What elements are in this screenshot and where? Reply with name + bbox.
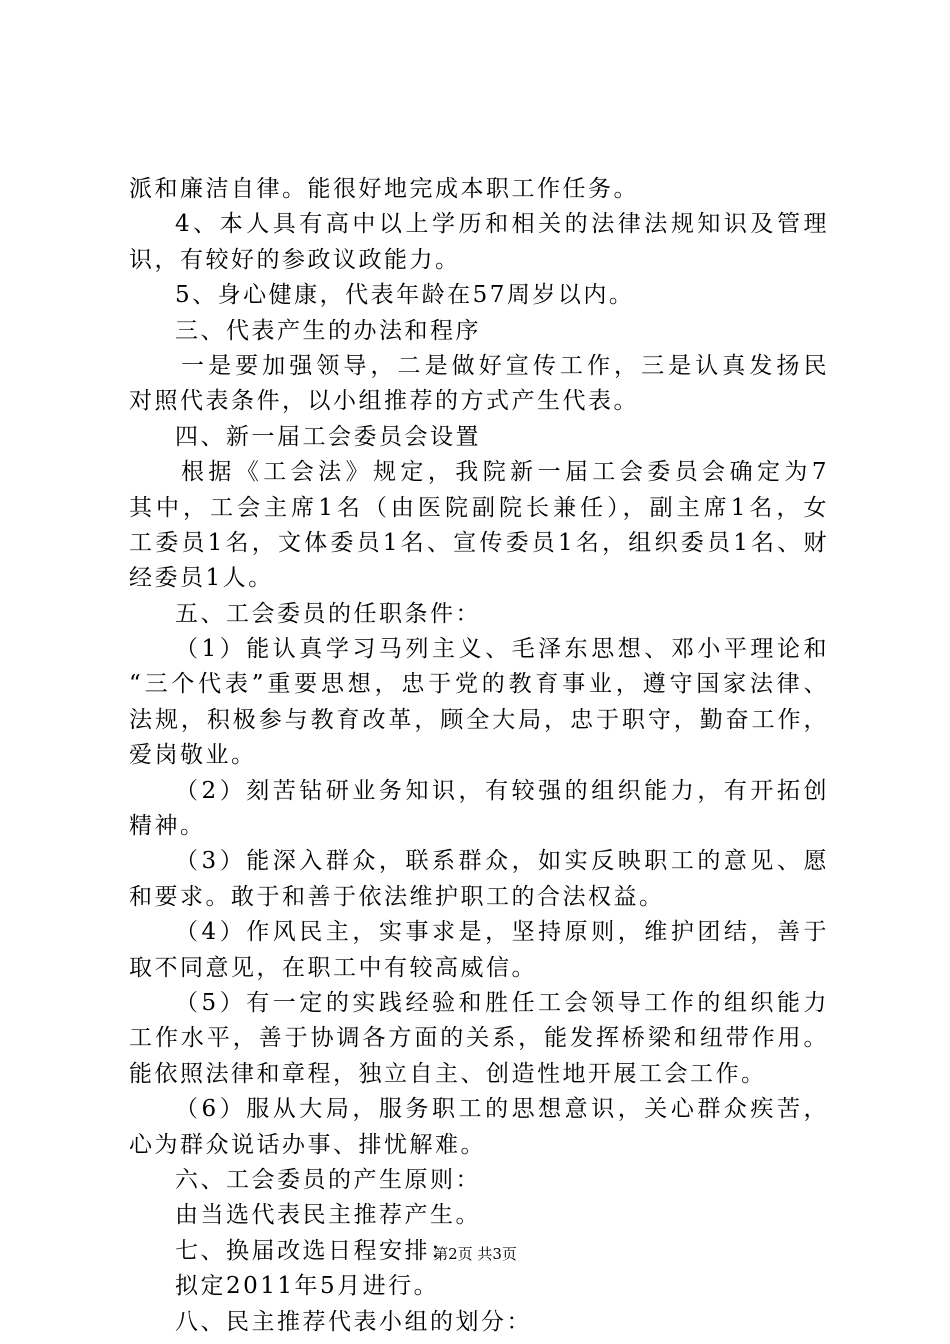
body-line: （3）能深入群众，联系群众，如实反映职工的意见、愿 — [175, 848, 829, 875]
body-line: 根据《工会法》规定，我院新一届工会委员会确定为7 — [181, 459, 829, 486]
body-line: （1）能认真学习马列主义、毛泽东思想、邓小平理论和 — [175, 636, 829, 663]
body-line: 三、代表产生的办法和程序 — [175, 317, 481, 344]
body-line: （2）刻苦钻研业务知识，有较强的组织能力，有开拓创 — [175, 777, 829, 804]
body-line: 和要求。敢于和善于依法维护职工的合法权益。 — [129, 883, 665, 910]
body-line: 取不同意见，在职工中有较高威信。 — [129, 954, 537, 981]
body-line: （4）作风民主，实事求是，坚持原则，维护团结，善于 — [175, 919, 829, 946]
body-line: 心为群众说话办事、排忧解难。 — [129, 1131, 486, 1158]
body-line: 工作水平，善于协调各方面的关系，能发挥桥梁和纽带作用。 — [129, 1025, 829, 1052]
body-line: 4、本人具有高中以上学历和相关的法律法规知识及管理 — [175, 211, 829, 238]
body-line: 派和廉洁自律。能很好地完成本职工作任务。 — [129, 176, 639, 202]
body-line: 经委员1人。 — [129, 565, 274, 592]
body-line: 七、换届改选日程安排： — [175, 1237, 456, 1264]
body-line: “三个代表”重要思想，忠于党的教育事业，遵守国家法律、 — [129, 671, 829, 698]
body-line: 精神。 — [129, 813, 206, 840]
body-line: 对照代表条件，以小组推荐的方式产生代表。 — [129, 388, 639, 415]
body-line: 工委员1名，文体委员1名、宣传委员1名，组织委员1名、财 — [129, 529, 829, 556]
body-line: 5、身心健康，代表年龄在57周岁以内。 — [175, 282, 635, 309]
body-line: 能依照法律和章程，独立自主、创造性地开展工会工作。 — [129, 1060, 767, 1087]
body-line: 由当选代表民主推荐产生。 — [175, 1202, 481, 1229]
body-line: 爱岗敬业。 — [129, 742, 257, 769]
body-line: 四、新一届工会委员会设置 — [175, 423, 481, 450]
body-line: 其中，工会主席1名（由医院副院长兼任），副主席1名，女 — [129, 494, 829, 521]
body-line: 法规，积极参与教育改革，顾全大局，忠于职守，勤奋工作， — [129, 706, 829, 733]
body-line: 拟定2011年5月进行。 — [175, 1273, 440, 1300]
body-line: 五、工会委员的任职条件： — [175, 600, 481, 627]
document-body — [129, 172, 829, 1340]
body-line: （6）服从大局，服务职工的思想意识，关心群众疾苦， — [175, 1096, 829, 1123]
body-line: 六、工会委员的产生原则： — [175, 1166, 481, 1193]
body-line: 识，有较好的参政议政能力。 — [129, 246, 461, 273]
body-line: 一是要加强领导，二是做好宣传工作，三是认真发扬民 — [181, 352, 829, 379]
body-line: （5）有一定的实践经验和胜任工会领导工作的组织能力 — [175, 989, 829, 1016]
body-line: 八、民主推荐代表小组的划分： — [175, 1308, 532, 1335]
page-footer: 第2页 共3页 — [433, 1245, 517, 1263]
